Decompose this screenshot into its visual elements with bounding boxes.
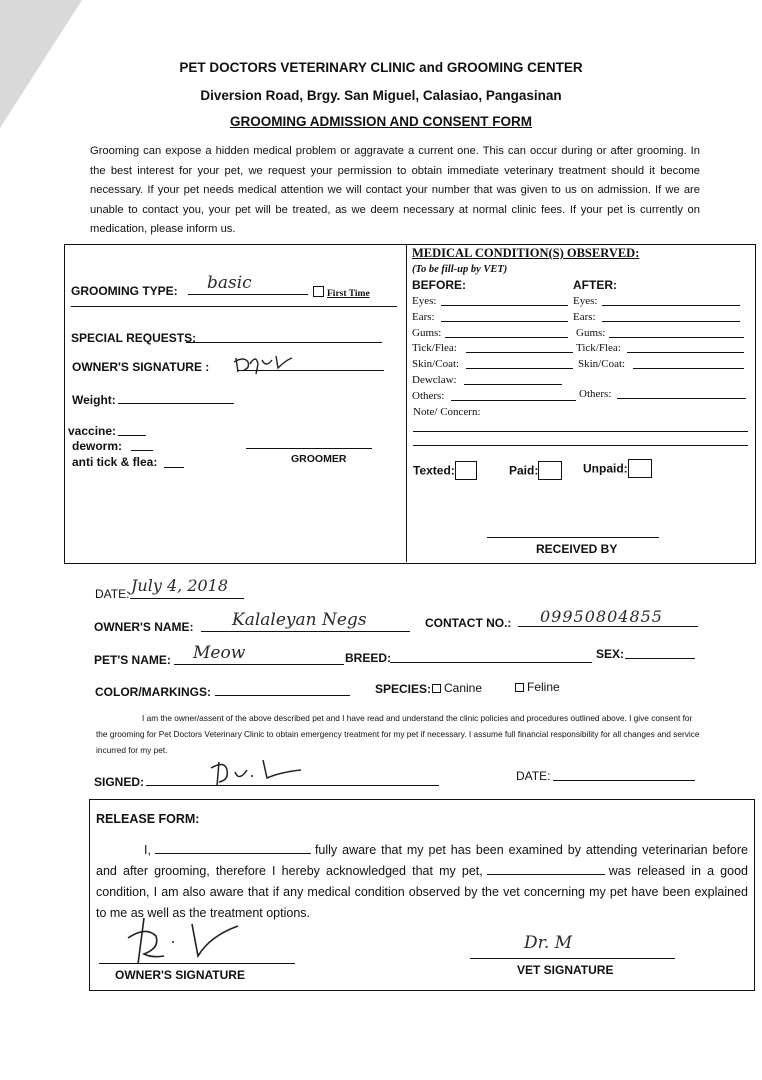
- after-eyes-line[interactable]: [602, 305, 740, 306]
- color-markings-line[interactable]: [215, 695, 350, 696]
- after-skincoat-line[interactable]: [633, 368, 744, 369]
- sex-label: SEX:: [596, 647, 625, 661]
- date-line: [130, 598, 244, 599]
- paid-option[interactable]: [509, 461, 562, 480]
- admission-divider: [406, 244, 407, 562]
- before-skincoat-line[interactable]: [466, 368, 573, 369]
- after-tickflea-label: Tick/Flea:: [576, 342, 621, 354]
- release-text-part-2: fully aware that my pet has been examined by attending veterinarian before and after grooming, therefore I hereby acknowledged that my pet,: [96, 843, 748, 878]
- grooming-type-label: GROOMING TYPE:: [71, 284, 178, 298]
- before-tickflea-line[interactable]: [466, 352, 573, 353]
- note-line-2[interactable]: [413, 445, 748, 446]
- form-title: GROOMING ADMISSION AND CONSENT FORM: [230, 114, 532, 129]
- before-gums-label: Gums:: [412, 327, 442, 339]
- owner-name-label: OWNER'S NAME:: [94, 620, 194, 634]
- paid-label: Paid:: [509, 463, 539, 478]
- after-label: AFTER:: [573, 278, 617, 292]
- antitick-line[interactable]: [164, 467, 184, 468]
- canine-label: Canine: [444, 681, 483, 695]
- special-requests-label: SPECIAL REQUESTS:: [71, 331, 197, 345]
- signed-line: [146, 785, 439, 786]
- owner-name-value[interactable]: Kalaleyan Negs: [232, 610, 367, 630]
- sex-line[interactable]: [625, 658, 695, 659]
- release-pet-name-line[interactable]: [487, 874, 605, 875]
- pet-name-label: PET'S NAME:: [94, 653, 171, 667]
- after-tickflea-line[interactable]: [627, 352, 744, 353]
- texted-checkbox[interactable]: [455, 461, 477, 480]
- pet-name-line: [174, 664, 344, 665]
- vet-signature-label: VET SIGNATURE: [517, 963, 614, 977]
- vaccine-line[interactable]: [118, 435, 146, 436]
- vet-signature-value[interactable]: Dr. M: [524, 933, 573, 953]
- owner-signature-line: [237, 370, 384, 371]
- unpaid-checkbox[interactable]: [628, 459, 652, 478]
- received-by-label: RECEIVED BY: [536, 542, 618, 556]
- vaccine-label: vaccine:: [68, 424, 117, 438]
- vet-signature-line: [470, 958, 675, 959]
- owner-signature-drawing[interactable]: [230, 350, 300, 376]
- intro-paragraph: Grooming can expose a hidden medical problem or aggravate a current one. This can occur during or after grooming. In the best interest for your pet, we request your permission to obtain immediate veterinary treatment should it become necessary. If your pet needs medical attention we will contact your number that was given to us on admission. If we are unable to contact you, your pet will be treated, as we deem necessary at normal clinic fees. If your pet is currently on medication, please inform us.: [90, 145, 700, 236]
- feline-checkbox[interactable]: [515, 683, 524, 692]
- before-eyes-label: Eyes:: [412, 295, 437, 307]
- after-others-line[interactable]: [617, 398, 746, 399]
- before-others-line[interactable]: [451, 400, 576, 401]
- date-label: DATE:: [95, 587, 130, 601]
- after-ears-line[interactable]: [602, 321, 740, 322]
- medical-condition-subtitle: (To be fill-up by VET): [412, 264, 508, 275]
- before-tickflea-label: Tick/Flea:: [412, 342, 457, 354]
- grooming-extra-line: [71, 306, 397, 307]
- antitick-label: anti tick & flea:: [72, 455, 158, 469]
- release-owner-signature-line: [99, 963, 295, 964]
- consent-date-label: DATE:: [516, 769, 551, 783]
- before-ears-label: Ears:: [412, 311, 435, 323]
- consent-date-line[interactable]: [553, 780, 695, 781]
- before-others-label: Others:: [412, 390, 445, 402]
- texted-label: Texted:: [413, 463, 455, 478]
- color-markings-label: COLOR/MARKINGS:: [95, 685, 211, 699]
- contact-line: [518, 626, 698, 627]
- clinic-name: PET DOCTORS VETERINARY CLINIC and GROOMING CENTER: [179, 60, 583, 75]
- date-value[interactable]: July 4, 2018: [131, 576, 229, 595]
- first-time-option[interactable]: [313, 283, 370, 301]
- pet-name-value[interactable]: Meow: [193, 643, 246, 663]
- texted-option[interactable]: [413, 461, 477, 480]
- canine-checkbox[interactable]: [432, 684, 441, 693]
- weight-label: Weight:: [72, 393, 116, 407]
- breed-line[interactable]: [390, 662, 592, 663]
- unpaid-label: Unpaid:: [583, 461, 628, 476]
- deworm-line[interactable]: [131, 450, 153, 451]
- breed-label: BREED:: [345, 651, 392, 665]
- feline-label: Feline: [527, 680, 560, 694]
- after-ears-label: Ears:: [573, 311, 596, 323]
- unpaid-option[interactable]: [583, 459, 652, 478]
- consent-text: I am the owner/assent of the above described pet and I have read and understand the clinic policies and procedures outlined above. I give consent for the grooming for Pet Doctors Veterinary Clinic to obtain emergency treatment for my pet if necessary. I assume full financial responsibility for all changes and service incurred for my pet.: [96, 713, 700, 755]
- after-gums-label: Gums:: [576, 327, 606, 339]
- grooming-type-value[interactable]: basic: [207, 273, 252, 293]
- special-requests-line[interactable]: [186, 342, 382, 343]
- release-owner-name-line[interactable]: [155, 853, 311, 854]
- feline-option[interactable]: [515, 680, 560, 694]
- before-label: BEFORE:: [412, 278, 466, 292]
- paid-checkbox[interactable]: [538, 461, 562, 480]
- owner-signature-label: OWNER'S SIGNATURE :: [72, 360, 210, 374]
- after-eyes-label: Eyes:: [573, 295, 598, 307]
- groomer-line[interactable]: [246, 448, 372, 449]
- grooming-type-line: [188, 294, 308, 295]
- before-dewclaw-line[interactable]: [464, 384, 562, 385]
- deworm-label: deworm:: [72, 439, 123, 453]
- signed-label: SIGNED:: [94, 775, 145, 789]
- species-label: SPECIES:: [375, 682, 432, 696]
- weight-line[interactable]: [118, 403, 234, 404]
- release-owner-signature-label: OWNER'S SIGNATURE: [115, 968, 245, 982]
- note-line-1[interactable]: [413, 431, 748, 432]
- contact-value[interactable]: 09950804855: [540, 607, 663, 626]
- first-time-checkbox[interactable]: [313, 286, 324, 297]
- before-gums-line[interactable]: [445, 337, 568, 338]
- first-time-label: First Time: [327, 289, 370, 299]
- contact-label: CONTACT NO.:: [425, 616, 512, 630]
- groomer-label: GROOMER: [291, 453, 347, 465]
- owner-name-line: [201, 631, 410, 632]
- after-gums-line[interactable]: [609, 337, 744, 338]
- received-by-line[interactable]: [487, 537, 659, 538]
- before-ears-line[interactable]: [441, 321, 568, 322]
- consent-paragraph: [96, 710, 706, 758]
- medical-condition-title: MEDICAL CONDITION(S) OBSERVED:: [412, 246, 640, 260]
- before-skincoat-label: Skin/Coat:: [412, 358, 460, 370]
- before-eyes-line[interactable]: [441, 305, 568, 306]
- release-text-part-3: was released in a good condition, I am also aware that if any medical condition observed by the vet concerning my pet have been explained to me as well as the treatment options.: [96, 864, 748, 920]
- after-others-label: Others:: [579, 388, 612, 400]
- canine-option[interactable]: [432, 681, 482, 695]
- clinic-address: Diversion Road, Brgy. San Miguel, Calasiao, Pangasinan: [200, 88, 562, 103]
- after-skincoat-label: Skin/Coat:: [578, 358, 626, 370]
- release-title: RELEASE FORM:: [96, 812, 200, 826]
- note-concern-label: Note/ Concern:: [413, 406, 481, 418]
- release-owner-signature-drawing[interactable]: [122, 912, 252, 970]
- before-dewclaw-label: Dewclaw:: [412, 374, 457, 386]
- release-text-part-1: I,: [144, 843, 151, 857]
